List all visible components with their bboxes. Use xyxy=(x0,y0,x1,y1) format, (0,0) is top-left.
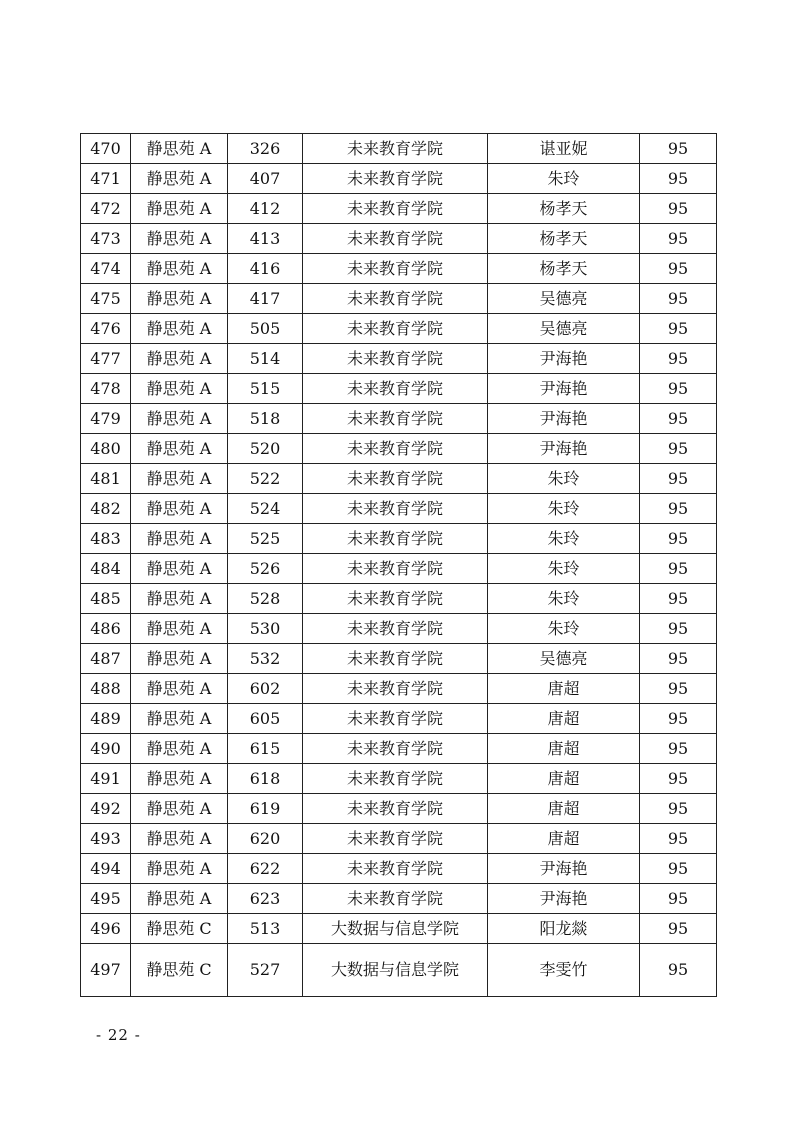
table-row xyxy=(81,914,717,944)
college-name-cell: 未来教育学院 xyxy=(303,134,488,164)
row-index-cell: 478 xyxy=(81,374,131,404)
room-number-cell: 530 xyxy=(228,614,303,644)
counselor-name-cell: 唐超 xyxy=(488,734,640,764)
building-name-cell: 静思苑 A xyxy=(131,314,228,344)
score-cell: 95 xyxy=(640,524,717,554)
row-index-cell: 482 xyxy=(81,494,131,524)
room-number-cell: 525 xyxy=(228,524,303,554)
college-name-cell: 未来教育学院 xyxy=(303,674,488,704)
building-name-cell: 静思苑 A xyxy=(131,794,228,824)
room-number-cell: 326 xyxy=(228,134,303,164)
room-number-cell: 620 xyxy=(228,824,303,854)
table-row xyxy=(81,674,717,704)
building-name-cell: 静思苑 A xyxy=(131,404,228,434)
building-name-cell: 静思苑 A xyxy=(131,344,228,374)
score-cell: 95 xyxy=(640,704,717,734)
building-name-cell: 静思苑 C xyxy=(131,944,228,997)
score-cell: 95 xyxy=(640,914,717,944)
counselor-name-cell: 唐超 xyxy=(488,674,640,704)
table-row xyxy=(81,284,717,314)
college-name-cell: 未来教育学院 xyxy=(303,884,488,914)
table-row xyxy=(81,614,717,644)
table-row xyxy=(81,524,717,554)
row-index-cell: 476 xyxy=(81,314,131,344)
table-body xyxy=(81,134,717,997)
table-row xyxy=(81,554,717,584)
college-name-cell: 未来教育学院 xyxy=(303,794,488,824)
college-name-cell: 未来教育学院 xyxy=(303,434,488,464)
table-row xyxy=(81,794,717,824)
building-name-cell: 静思苑 A xyxy=(131,374,228,404)
score-cell: 95 xyxy=(640,254,717,284)
table-row xyxy=(81,584,717,614)
score-cell: 95 xyxy=(640,224,717,254)
college-name-cell: 未来教育学院 xyxy=(303,854,488,884)
college-name-cell: 未来教育学院 xyxy=(303,614,488,644)
building-name-cell: 静思苑 A xyxy=(131,434,228,464)
counselor-name-cell: 尹海艳 xyxy=(488,344,640,374)
room-number-cell: 520 xyxy=(228,434,303,464)
row-index-cell: 472 xyxy=(81,194,131,224)
score-cell: 95 xyxy=(640,764,717,794)
dormitory-score-table xyxy=(80,133,717,997)
counselor-name-cell: 朱玲 xyxy=(488,554,640,584)
room-number-cell: 618 xyxy=(228,764,303,794)
building-name-cell: 静思苑 A xyxy=(131,464,228,494)
table-row xyxy=(81,824,717,854)
counselor-name-cell: 朱玲 xyxy=(488,614,640,644)
college-name-cell: 未来教育学院 xyxy=(303,524,488,554)
score-cell: 95 xyxy=(640,434,717,464)
row-index-cell: 480 xyxy=(81,434,131,464)
row-index-cell: 474 xyxy=(81,254,131,284)
building-name-cell: 静思苑 A xyxy=(131,134,228,164)
row-index-cell: 496 xyxy=(81,914,131,944)
counselor-name-cell: 李雯竹 xyxy=(488,944,640,997)
table-row xyxy=(81,704,717,734)
counselor-name-cell: 杨孝天 xyxy=(488,254,640,284)
score-cell: 95 xyxy=(640,584,717,614)
room-number-cell: 513 xyxy=(228,914,303,944)
building-name-cell: 静思苑 A xyxy=(131,224,228,254)
college-name-cell: 未来教育学院 xyxy=(303,644,488,674)
building-name-cell: 静思苑 A xyxy=(131,674,228,704)
table-row xyxy=(81,494,717,524)
score-cell: 95 xyxy=(640,464,717,494)
score-cell: 95 xyxy=(640,134,717,164)
counselor-name-cell: 尹海艳 xyxy=(488,434,640,464)
row-index-cell: 487 xyxy=(81,644,131,674)
table-row xyxy=(81,944,717,997)
table-row xyxy=(81,374,717,404)
row-index-cell: 484 xyxy=(81,554,131,584)
building-name-cell: 静思苑 A xyxy=(131,824,228,854)
building-name-cell: 静思苑 A xyxy=(131,644,228,674)
college-name-cell: 未来教育学院 xyxy=(303,314,488,344)
room-number-cell: 522 xyxy=(228,464,303,494)
building-name-cell: 静思苑 A xyxy=(131,164,228,194)
counselor-name-cell: 吴德亮 xyxy=(488,644,640,674)
counselor-name-cell: 朱玲 xyxy=(488,164,640,194)
score-cell: 95 xyxy=(640,644,717,674)
room-number-cell: 622 xyxy=(228,854,303,884)
room-number-cell: 417 xyxy=(228,284,303,314)
room-number-cell: 412 xyxy=(228,194,303,224)
counselor-name-cell: 尹海艳 xyxy=(488,374,640,404)
building-name-cell: 静思苑 A xyxy=(131,704,228,734)
building-name-cell: 静思苑 A xyxy=(131,254,228,284)
college-name-cell: 未来教育学院 xyxy=(303,164,488,194)
row-index-cell: 470 xyxy=(81,134,131,164)
row-index-cell: 475 xyxy=(81,284,131,314)
row-index-cell: 494 xyxy=(81,854,131,884)
college-name-cell: 未来教育学院 xyxy=(303,404,488,434)
score-cell: 95 xyxy=(640,614,717,644)
college-name-cell: 未来教育学院 xyxy=(303,464,488,494)
table-row xyxy=(81,314,717,344)
room-number-cell: 527 xyxy=(228,944,303,997)
counselor-name-cell: 杨孝天 xyxy=(488,194,640,224)
room-number-cell: 526 xyxy=(228,554,303,584)
building-name-cell: 静思苑 A xyxy=(131,554,228,584)
counselor-name-cell: 尹海艳 xyxy=(488,884,640,914)
college-name-cell: 未来教育学院 xyxy=(303,344,488,374)
building-name-cell: 静思苑 C xyxy=(131,914,228,944)
row-index-cell: 489 xyxy=(81,704,131,734)
score-cell: 95 xyxy=(640,284,717,314)
room-number-cell: 515 xyxy=(228,374,303,404)
counselor-name-cell: 唐超 xyxy=(488,794,640,824)
college-name-cell: 未来教育学院 xyxy=(303,704,488,734)
table-row xyxy=(81,194,717,224)
row-index-cell: 490 xyxy=(81,734,131,764)
counselor-name-cell: 阳龙燚 xyxy=(488,914,640,944)
counselor-name-cell: 吴德亮 xyxy=(488,314,640,344)
score-cell: 95 xyxy=(640,794,717,824)
score-cell: 95 xyxy=(640,404,717,434)
college-name-cell: 未来教育学院 xyxy=(303,554,488,584)
score-cell: 95 xyxy=(640,164,717,194)
row-index-cell: 491 xyxy=(81,764,131,794)
row-index-cell: 486 xyxy=(81,614,131,644)
room-number-cell: 407 xyxy=(228,164,303,194)
score-cell: 95 xyxy=(640,194,717,224)
college-name-cell: 未来教育学院 xyxy=(303,584,488,614)
row-index-cell: 477 xyxy=(81,344,131,374)
table-row xyxy=(81,464,717,494)
table-row xyxy=(81,224,717,254)
building-name-cell: 静思苑 A xyxy=(131,884,228,914)
room-number-cell: 518 xyxy=(228,404,303,434)
counselor-name-cell: 谌亚妮 xyxy=(488,134,640,164)
college-name-cell: 未来教育学院 xyxy=(303,374,488,404)
building-name-cell: 静思苑 A xyxy=(131,194,228,224)
table-row xyxy=(81,134,717,164)
table-row xyxy=(81,644,717,674)
table-row xyxy=(81,254,717,284)
building-name-cell: 静思苑 A xyxy=(131,854,228,884)
table-row xyxy=(81,404,717,434)
college-name-cell: 未来教育学院 xyxy=(303,254,488,284)
building-name-cell: 静思苑 A xyxy=(131,764,228,794)
college-name-cell: 未来教育学院 xyxy=(303,764,488,794)
row-index-cell: 479 xyxy=(81,404,131,434)
counselor-name-cell: 尹海艳 xyxy=(488,404,640,434)
table-row xyxy=(81,884,717,914)
college-name-cell: 未来教育学院 xyxy=(303,224,488,254)
counselor-name-cell: 朱玲 xyxy=(488,524,640,554)
room-number-cell: 524 xyxy=(228,494,303,524)
counselor-name-cell: 唐超 xyxy=(488,764,640,794)
college-name-cell: 未来教育学院 xyxy=(303,494,488,524)
row-index-cell: 485 xyxy=(81,584,131,614)
building-name-cell: 静思苑 A xyxy=(131,524,228,554)
counselor-name-cell: 唐超 xyxy=(488,704,640,734)
building-name-cell: 静思苑 A xyxy=(131,284,228,314)
score-cell: 95 xyxy=(640,824,717,854)
table-row xyxy=(81,344,717,374)
row-index-cell: 497 xyxy=(81,944,131,997)
college-name-cell: 未来教育学院 xyxy=(303,194,488,224)
score-cell: 95 xyxy=(640,734,717,764)
college-name-cell: 大数据与信息学院 xyxy=(303,944,488,997)
row-index-cell: 488 xyxy=(81,674,131,704)
score-cell: 95 xyxy=(640,854,717,884)
college-name-cell: 未来教育学院 xyxy=(303,824,488,854)
counselor-name-cell: 朱玲 xyxy=(488,464,640,494)
building-name-cell: 静思苑 A xyxy=(131,584,228,614)
row-index-cell: 493 xyxy=(81,824,131,854)
row-index-cell: 473 xyxy=(81,224,131,254)
table-row xyxy=(81,434,717,464)
score-cell: 95 xyxy=(640,494,717,524)
room-number-cell: 615 xyxy=(228,734,303,764)
table-row xyxy=(81,854,717,884)
counselor-name-cell: 尹海艳 xyxy=(488,854,640,884)
room-number-cell: 602 xyxy=(228,674,303,704)
score-cell: 95 xyxy=(640,314,717,344)
room-number-cell: 532 xyxy=(228,644,303,674)
score-cell: 95 xyxy=(640,374,717,404)
score-cell: 95 xyxy=(640,554,717,584)
counselor-name-cell: 朱玲 xyxy=(488,584,640,614)
row-index-cell: 495 xyxy=(81,884,131,914)
counselor-name-cell: 朱玲 xyxy=(488,494,640,524)
page-number: - 22 - xyxy=(96,1026,141,1044)
building-name-cell: 静思苑 A xyxy=(131,494,228,524)
building-name-cell: 静思苑 A xyxy=(131,734,228,764)
counselor-name-cell: 吴德亮 xyxy=(488,284,640,314)
score-cell: 95 xyxy=(640,674,717,704)
score-cell: 95 xyxy=(640,884,717,914)
college-name-cell: 未来教育学院 xyxy=(303,284,488,314)
room-number-cell: 619 xyxy=(228,794,303,824)
room-number-cell: 623 xyxy=(228,884,303,914)
room-number-cell: 416 xyxy=(228,254,303,284)
college-name-cell: 未来教育学院 xyxy=(303,734,488,764)
room-number-cell: 505 xyxy=(228,314,303,344)
room-number-cell: 605 xyxy=(228,704,303,734)
table-row xyxy=(81,764,717,794)
row-index-cell: 483 xyxy=(81,524,131,554)
row-index-cell: 492 xyxy=(81,794,131,824)
room-number-cell: 528 xyxy=(228,584,303,614)
row-index-cell: 471 xyxy=(81,164,131,194)
building-name-cell: 静思苑 A xyxy=(131,614,228,644)
table-row xyxy=(81,734,717,764)
score-cell: 95 xyxy=(640,344,717,374)
room-number-cell: 514 xyxy=(228,344,303,374)
row-index-cell: 481 xyxy=(81,464,131,494)
score-cell: 95 xyxy=(640,944,717,997)
room-number-cell: 413 xyxy=(228,224,303,254)
college-name-cell: 大数据与信息学院 xyxy=(303,914,488,944)
counselor-name-cell: 唐超 xyxy=(488,824,640,854)
table-row xyxy=(81,164,717,194)
counselor-name-cell: 杨孝天 xyxy=(488,224,640,254)
